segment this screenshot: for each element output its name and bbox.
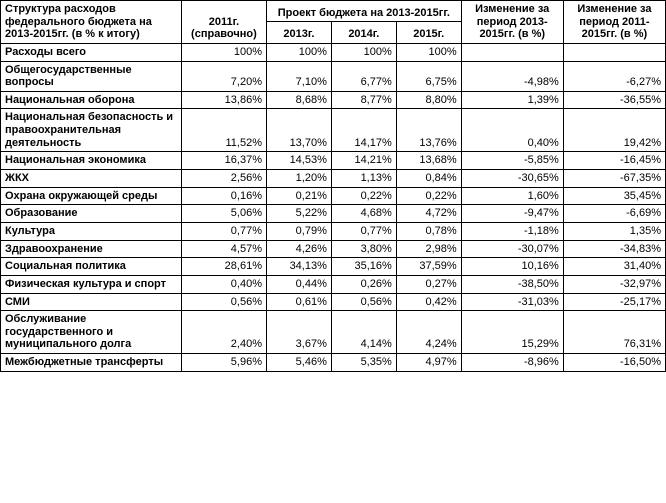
- table-row: [1, 222, 666, 240]
- cell-change-2013-2015: -9,47%: [461, 205, 563, 223]
- cell-change-2011-2015: -6,69%: [563, 205, 665, 223]
- table-row: [1, 240, 666, 258]
- table-row: [1, 187, 666, 205]
- cell-2011: 0,16%: [181, 187, 266, 205]
- cell-2013: 1,20%: [266, 170, 331, 188]
- cell-2011: 16,37%: [181, 152, 266, 170]
- cell-2014: 3,80%: [331, 240, 396, 258]
- cell-change-2011-2015: 1,35%: [563, 222, 665, 240]
- cell-change-2013-2015: 1,60%: [461, 187, 563, 205]
- cell-change-2013-2015: -30,65%: [461, 170, 563, 188]
- cell-2013: 34,13%: [266, 258, 331, 276]
- cell-change-2011-2015: -36,55%: [563, 91, 665, 109]
- cell-change-2013-2015: -5,85%: [461, 152, 563, 170]
- table-row: [1, 258, 666, 276]
- row-label: Культура: [1, 222, 182, 240]
- cell-change-2011-2015: -34,83%: [563, 240, 665, 258]
- cell-2011: 0,77%: [181, 222, 266, 240]
- cell-2015: 2,98%: [396, 240, 461, 258]
- cell-2014: 6,77%: [331, 61, 396, 91]
- table-row: [1, 311, 666, 354]
- cell-change-2013-2015: 15,29%: [461, 311, 563, 354]
- cell-change-2013-2015: -4,98%: [461, 61, 563, 91]
- table-row: [1, 275, 666, 293]
- cell-2015: 8,80%: [396, 91, 461, 109]
- cell-2013: 0,79%: [266, 222, 331, 240]
- row-label: Охрана окружающей среды: [1, 187, 182, 205]
- cell-change-2011-2015: -6,27%: [563, 61, 665, 91]
- cell-change-2011-2015: -25,17%: [563, 293, 665, 311]
- cell-2014: 0,56%: [331, 293, 396, 311]
- cell-2011: 13,86%: [181, 91, 266, 109]
- cell-change-2013-2015: 0,40%: [461, 109, 563, 152]
- cell-2014: 8,77%: [331, 91, 396, 109]
- table-row: [1, 170, 666, 188]
- cell-2014: 0,77%: [331, 222, 396, 240]
- cell-2013: 0,44%: [266, 275, 331, 293]
- cell-2015: 37,59%: [396, 258, 461, 276]
- cell-change-2011-2015: [563, 43, 665, 61]
- cell-2015: 6,75%: [396, 61, 461, 91]
- cell-2011: 7,20%: [181, 61, 266, 91]
- row-label: Межбюджетные трансферты: [1, 354, 182, 372]
- table-row: [1, 109, 666, 152]
- cell-2013: 0,21%: [266, 187, 331, 205]
- cell-change-2013-2015: [461, 43, 563, 61]
- cell-2011: 11,52%: [181, 109, 266, 152]
- row-label: ЖКХ: [1, 170, 182, 188]
- cell-change-2013-2015: 1,39%: [461, 91, 563, 109]
- cell-2015: 0,84%: [396, 170, 461, 188]
- cell-change-2013-2015: -1,18%: [461, 222, 563, 240]
- cell-change-2011-2015: 31,40%: [563, 258, 665, 276]
- header-col-2015: 2015г.: [396, 22, 461, 43]
- row-label: Расходы всего: [1, 43, 182, 61]
- cell-2015: 4,72%: [396, 205, 461, 223]
- header-change-2011-2015: Изменение за период 2011-2015гг. (в %): [563, 1, 665, 44]
- row-label: Социальная политика: [1, 258, 182, 276]
- cell-2011: 2,40%: [181, 311, 266, 354]
- cell-change-2011-2015: 35,45%: [563, 187, 665, 205]
- header-row-label-title: Структура расходов федерального бюджета на 2013-2015гг. (в % к итогу): [1, 1, 182, 44]
- cell-2011: 5,96%: [181, 354, 266, 372]
- table-row: [1, 205, 666, 223]
- cell-2013: 4,26%: [266, 240, 331, 258]
- cell-2013: 5,22%: [266, 205, 331, 223]
- cell-2015: 0,27%: [396, 275, 461, 293]
- row-label: Национальная безопасность и правоохранительная деятельность: [1, 109, 182, 152]
- cell-2014: 4,14%: [331, 311, 396, 354]
- cell-2013: 3,67%: [266, 311, 331, 354]
- header-group-project: Проект бюджета на 2013-2015гг.: [266, 1, 461, 22]
- table-row: [1, 152, 666, 170]
- cell-2015: 4,24%: [396, 311, 461, 354]
- cell-2014: 1,13%: [331, 170, 396, 188]
- cell-change-2013-2015: -30,07%: [461, 240, 563, 258]
- cell-2013: 8,68%: [266, 91, 331, 109]
- cell-2011: 4,57%: [181, 240, 266, 258]
- cell-2013: 14,53%: [266, 152, 331, 170]
- cell-2014: 0,26%: [331, 275, 396, 293]
- row-label: Физическая культура и спорт: [1, 275, 182, 293]
- cell-2014: 14,21%: [331, 152, 396, 170]
- cell-change-2013-2015: -8,96%: [461, 354, 563, 372]
- cell-2015: 0,22%: [396, 187, 461, 205]
- header-row-top: [1, 1, 666, 22]
- row-label: Здравоохранение: [1, 240, 182, 258]
- cell-change-2011-2015: -16,50%: [563, 354, 665, 372]
- row-label: Обслуживание государственного и муниципального долга: [1, 311, 182, 354]
- cell-2011: 2,56%: [181, 170, 266, 188]
- table-row: [1, 61, 666, 91]
- cell-change-2011-2015: -32,97%: [563, 275, 665, 293]
- table-row: [1, 91, 666, 109]
- cell-2015: 0,78%: [396, 222, 461, 240]
- cell-change-2011-2015: -67,35%: [563, 170, 665, 188]
- cell-2013: 0,61%: [266, 293, 331, 311]
- cell-2011: 100%: [181, 43, 266, 61]
- cell-2014: 4,68%: [331, 205, 396, 223]
- cell-2011: 28,61%: [181, 258, 266, 276]
- row-label: СМИ: [1, 293, 182, 311]
- cell-change-2011-2015: 76,31%: [563, 311, 665, 354]
- cell-2015: 4,97%: [396, 354, 461, 372]
- row-label: Национальная оборона: [1, 91, 182, 109]
- table-header: [1, 1, 666, 44]
- cell-2014: 5,35%: [331, 354, 396, 372]
- cell-2013: 5,46%: [266, 354, 331, 372]
- row-label: Образование: [1, 205, 182, 223]
- cell-2014: 100%: [331, 43, 396, 61]
- cell-2011: 0,56%: [181, 293, 266, 311]
- cell-change-2013-2015: 10,16%: [461, 258, 563, 276]
- header-col-2011: 2011г. (справочно): [181, 1, 266, 44]
- table-row: [1, 293, 666, 311]
- cell-2013: 13,70%: [266, 109, 331, 152]
- cell-2014: 0,22%: [331, 187, 396, 205]
- cell-2013: 7,10%: [266, 61, 331, 91]
- cell-2011: 0,40%: [181, 275, 266, 293]
- cell-change-2011-2015: -16,45%: [563, 152, 665, 170]
- row-label: Национальная экономика: [1, 152, 182, 170]
- cell-2015: 13,68%: [396, 152, 461, 170]
- cell-change-2013-2015: -38,50%: [461, 275, 563, 293]
- cell-change-2013-2015: -31,03%: [461, 293, 563, 311]
- cell-2015: 13,76%: [396, 109, 461, 152]
- table-row: [1, 354, 666, 372]
- cell-2014: 14,17%: [331, 109, 396, 152]
- cell-2015: 100%: [396, 43, 461, 61]
- table-row: [1, 43, 666, 61]
- cell-2011: 5,06%: [181, 205, 266, 223]
- header-col-2014: 2014г.: [331, 22, 396, 43]
- cell-2015: 0,42%: [396, 293, 461, 311]
- cell-2013: 100%: [266, 43, 331, 61]
- header-change-2013-2015: Изменение за период 2013-2015гг. (в %): [461, 1, 563, 44]
- cell-change-2011-2015: 19,42%: [563, 109, 665, 152]
- cell-2014: 35,16%: [331, 258, 396, 276]
- header-col-2013: 2013г.: [266, 22, 331, 43]
- table-body: [1, 43, 666, 371]
- row-label: Общегосударственные вопросы: [1, 61, 182, 91]
